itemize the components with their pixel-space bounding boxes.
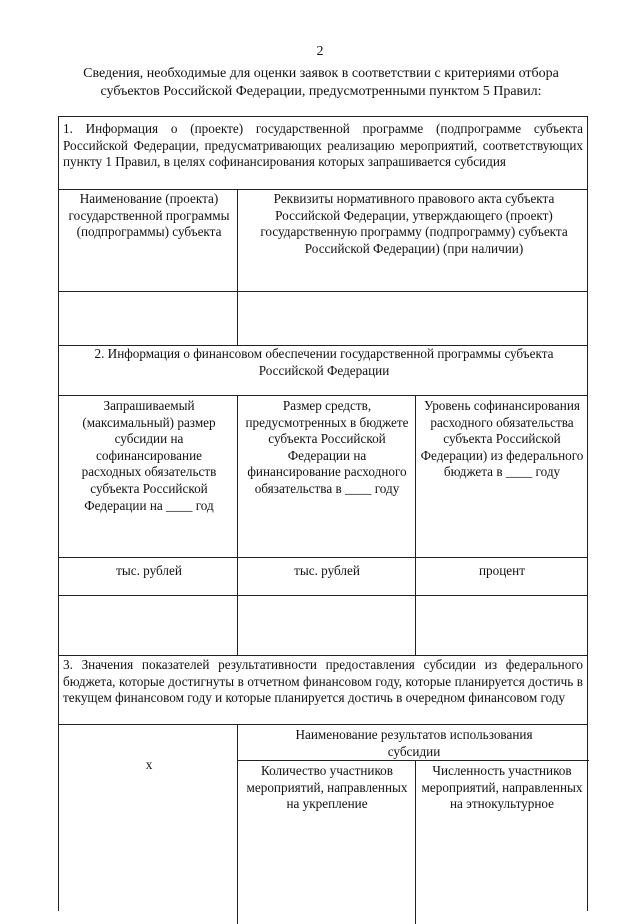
criteria-table bbox=[58, 116, 588, 911]
results-group-header: Наименование результатов использования субсидии bbox=[295, 727, 533, 759]
unit-thousand-rubles-1: тыс. рублей bbox=[116, 563, 182, 578]
participants-number-header: Численность участников мероприятий, направленных на этнокультурное bbox=[421, 763, 583, 812]
budget-funds-header: Размер средств, предусмотренных в бюджете субъекта Российской Федерации на финансирование расходного обязательства в ____ году bbox=[245, 398, 409, 496]
document-heading: Сведения, необходимые для оценки заявок в соответствии с критериями отбора субъектов Российской Федерации, предусмотренными пунктом 5 Правил: bbox=[83, 66, 559, 99]
cofinancing-level-header: Уровень софинансирования расходного обязательства субъекта Российской Федерации) из федерального бюджета в ____ году bbox=[420, 398, 584, 480]
unit-thousand-rubles-2: тыс. рублей bbox=[294, 563, 360, 578]
unit-percent: процент bbox=[479, 563, 525, 578]
legal-act-header: Реквизиты нормативного правового акта субъекта Российской Федерации, утверждающего (проект) государственную программу (подпрограмму) субъекта Российской Федерации) (при наличии) bbox=[260, 191, 568, 256]
section3-title: 3. Значения показателей результативности предоставления субсидии из федерального бюджета, которые достигнуты в отчетном финансовом году, которые планируется достичь в текущем финансовом году и которые планируется достичь в очередном финансовом году bbox=[63, 657, 583, 706]
x-mark: x bbox=[145, 757, 153, 772]
program-name-header: Наименование (проекта) государственной программы (подпрограммы) субъекта bbox=[68, 191, 230, 240]
page-number: 2 bbox=[316, 44, 324, 59]
requested-subsidy-header: Запрашиваемый (максимальный) размер субсидии на софинансирование расходных обязательств субъекта Российской Федерации на ____ год bbox=[81, 398, 217, 513]
participants-count-header: Количество участников мероприятий, направленных на укрепление bbox=[246, 763, 408, 812]
section2-title: 2. Информация о финансовом обеспечении государственной программы субъекта Российской Федерации bbox=[94, 346, 554, 378]
section1-title: 1. Информация о (проекте) государственной программе (подпрограмме субъекта Российской Федерации, предусматривающих реализацию мероприятий, соответствующих пункту 1 Правил, в целях софинансирования которых запрашивается субсидия bbox=[63, 121, 583, 170]
